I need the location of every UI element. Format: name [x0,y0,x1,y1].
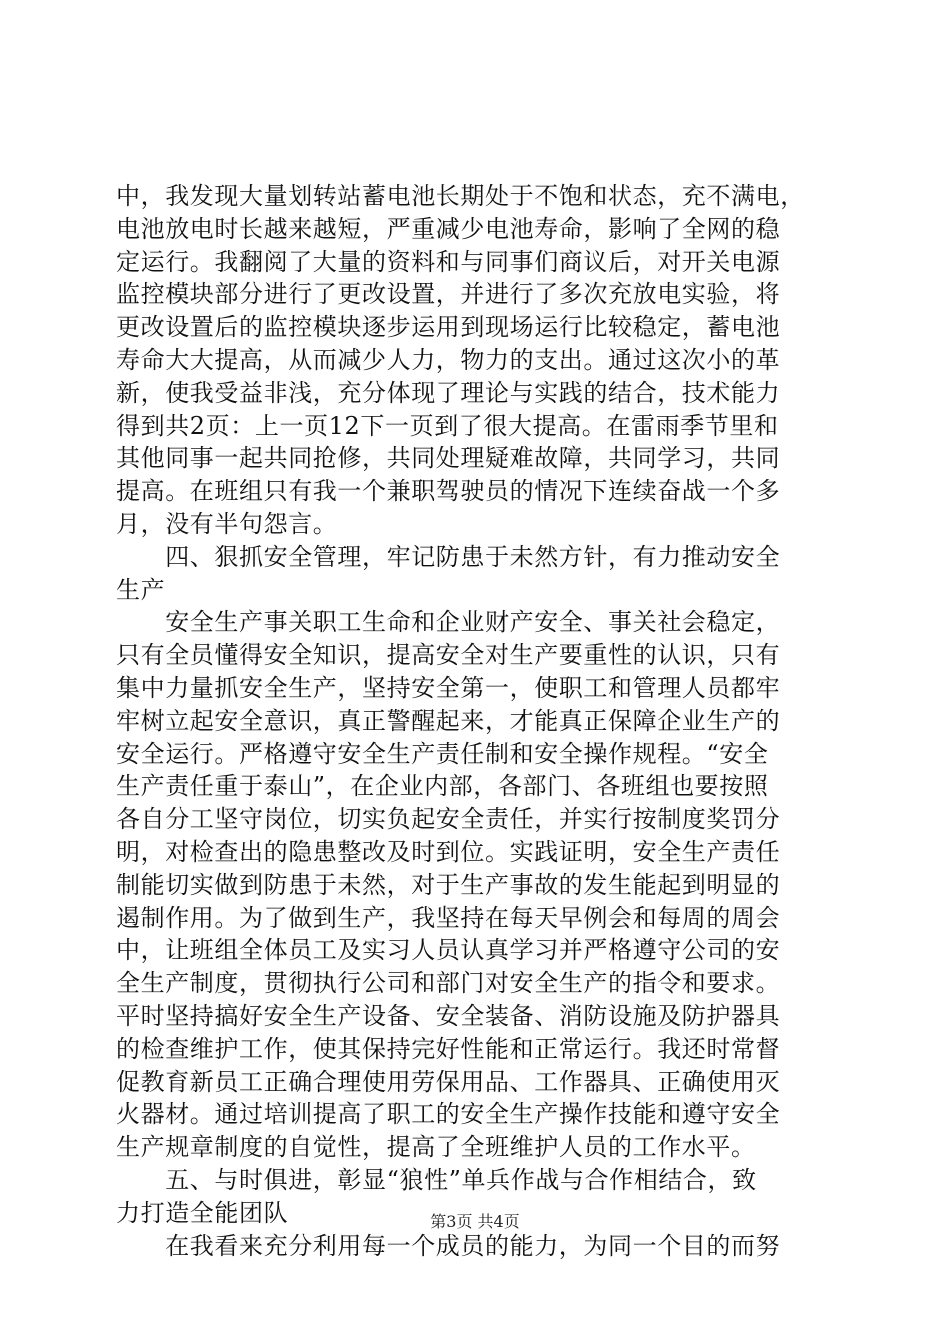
text-line: 的检查维护工作，使其保持完好性能和正常运行。我还时常督 [116,1034,781,1063]
section-heading: 生产 [116,575,166,604]
text-line: 只有全员懂得安全知识，提高安全对生产要重性的认识，只有 [116,641,781,670]
text-line: 定运行。我翻阅了大量的资料和与同事们商议后，对开关电源 [116,247,781,276]
text-line: 集中力量抓安全生产，坚持安全第一，使职工和管理人员都牢 [116,673,781,702]
section-heading: 四、狠抓安全管理，牢记防患于未然方针，有力推动安全 [116,542,781,571]
text-line: 全生产制度，贯彻执行公司和部门对安全生产的指令和要求。 [116,969,781,998]
text-line: 中，让班组全体员工及实习人员认真学习并严格遵守公司的安 [116,936,781,965]
body-text [116,180,836,1262]
text-line: 牢树立起安全意识，真正警醒起来，才能真正保障企业生产的 [116,706,781,735]
text-line: 安全生产事关职工生命和企业财产安全、事关社会稳定， [116,608,781,637]
page-footer [0,1212,950,1232]
text-line: 中，我发现大量划转站蓄电池长期处于不饱和状态，充不满电， [116,182,805,210]
text-line: 监控模块部分进行了更改设置，并进行了多次充放电实验，将 [116,280,781,309]
text-line: 新，使我受益非浅，充分体现了理论与实践的结合，技术能力 [116,378,781,407]
text-line: 生产责任重于泰山”，在企业内部，各部门、各班组也要按照 [116,772,769,801]
text-line: 月，没有半句怨言。 [116,509,338,538]
text-line: 火器材。通过培训提高了职工的安全生产操作技能和遵守安全 [116,1100,781,1129]
text-line: 制能切实做到防患于未然，对于生产事故的发生能起到明显的 [116,870,781,899]
text-line: 在我看来充分利用每一个成员的能力，为同一个目的而努 [116,1231,781,1260]
text-line: 平时坚持搞好安全生产设备、安全装备、消防设施及防护器具 [116,1001,781,1030]
text-line: 寿命大大提高，从而减少人力，物力的支出。通过这次小的革 [116,345,781,374]
section-heading: 五、与时俱进，彰显“狼性”单兵作战与合作相结合，致 [116,1165,757,1194]
text-line: 提高。在班组只有我一个兼职驾驶员的情况下连续奋战一个多 [116,477,781,506]
text-line: 遏制作用。为了做到生产，我坚持在每天早例会和每周的周会 [116,903,781,932]
page-number: 第3页 共4页 [430,1212,520,1231]
text-line: 其他同事一起共同抢修，共同处理疑难故障，共同学习，共同 [116,444,781,473]
text-line: 更改设置后的监控模块逐步运用到现场运行比较稳定，蓄电池 [116,313,781,342]
text-line: 明，对检查出的隐患整改及时到位。实践证明，安全生产责任 [116,837,781,866]
text-line: 生产规章制度的自觉性，提高了全班维护人员的工作水平。 [116,1133,756,1162]
text-line: 电池放电时长越来越短，严重减少电池寿命，影响了全网的稳 [116,214,781,243]
text-line: 得到共2页：上一页12下一页到了很大提高。在雷雨季节里和 [116,411,779,440]
section-heading: 力打造全能团队 [116,1198,289,1227]
text-line: 安全运行。严格遵守安全生产责任制和安全操作规程。“安全 [116,739,769,768]
text-line: 各自分工坚守岗位，切实负起安全责任，并实行按制度奖罚分 [116,805,781,834]
text-line: 促教育新员工正确合理使用劳保用品、工作器具、正确使用灭 [116,1067,781,1096]
